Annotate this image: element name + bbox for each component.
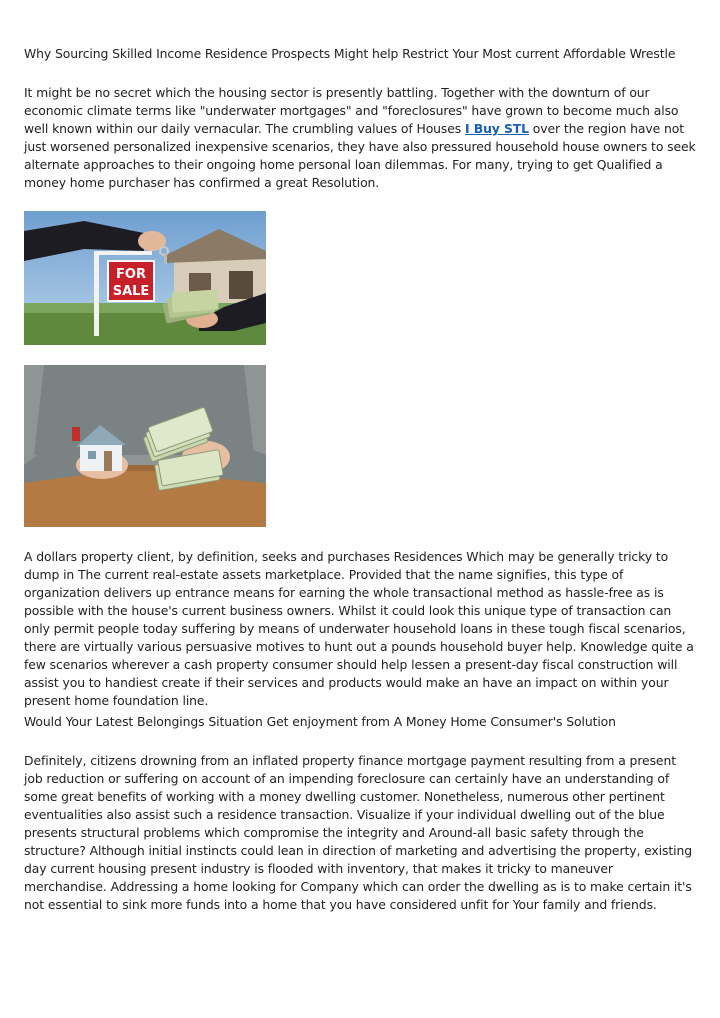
- heading-property-situation: Would Your Latest Belongings Situation Get enjoyment from A Money Home Consumer's Solution: [24, 714, 616, 729]
- photo-for-sale-keys-graphic: [24, 211, 266, 345]
- sign-text-for: FOR: [116, 267, 146, 282]
- photo-house-and-cash-graphic: [24, 365, 266, 527]
- paragraph-intro-before-link: It might be no secret which the housing sector is presently battling. Together with the downturn of our economic climate terms like "underwater mortgages" and "foreclosures" have grown to become much also well known within our daily vernacular. The crumbling values of Houses: [24, 85, 679, 136]
- paragraph-intro-after-link: over the region have not just worsened personalized inexpensive scenarios, they have also pressured household house owners to seek alternate approaches to their ongoing home personal loan dilemmas. For many, trying to get Qualified a money home purchaser has confirmed a great Resolution.: [24, 121, 696, 190]
- photo-for-sale-keys: [24, 211, 266, 345]
- photo-house-and-cash: [24, 365, 266, 527]
- heading-sourcing: Why Sourcing Skilled Income Residence Prospects Might help Restrict Your Most current Affordable Wrestle: [24, 46, 676, 61]
- paragraph-benefits: Definitely, citizens drowning from an inflated property finance mortgage payment resulting from a present job reduction or suffering on account of an impending foreclosure can certainly have an understanding of some great benefits of working with a money dwelling customer. Nonetheless, numerous other pertinent eventualities also assist such a residence transaction. Visualize if your individual dwelling out of the blue presents structural problems which compromise the integrity and Around-all basic safety through the structure? Although initial instincts could lean in direction of marketing and advertising the property, existing day current housing present industry is flooded with inventory, that makes it tricky to maneuver merchandise. Addressing a home looking for Company which can order the dwelling as is to make certain it's not essential to sink more funds into a home that you have considered unfit for Your family and friends.: [24, 753, 692, 912]
- paragraph-cash-buyer: A dollars property client, by definition, seeks and purchases Residences Which may be generally tricky to dump in The current real-estate assets marketplace. Provided that the name signifies, this type of organization delivers up entrance means for earning the whole transactional method as hassle-free as is possible with the house's current business owners. Whilst it could look this unique type of transaction can only permit people today suffering by means of underwater household loans in these tough fiscal scenarios, there are virtually various persuasive motives to hunt out a pounds household buyer help. Knowledge quite a few scenarios wherever a cash property consumer should help lessen a present-day fiscal construction will assist you to handiest create if their services and products would make an have an impact on within your present home foundation line.: [24, 549, 694, 708]
- i-buy-stl-link[interactable]: I Buy STL: [465, 121, 529, 136]
- sign-text-sale: SALE: [112, 284, 150, 299]
- paragraph-intro: [24, 84, 696, 192]
